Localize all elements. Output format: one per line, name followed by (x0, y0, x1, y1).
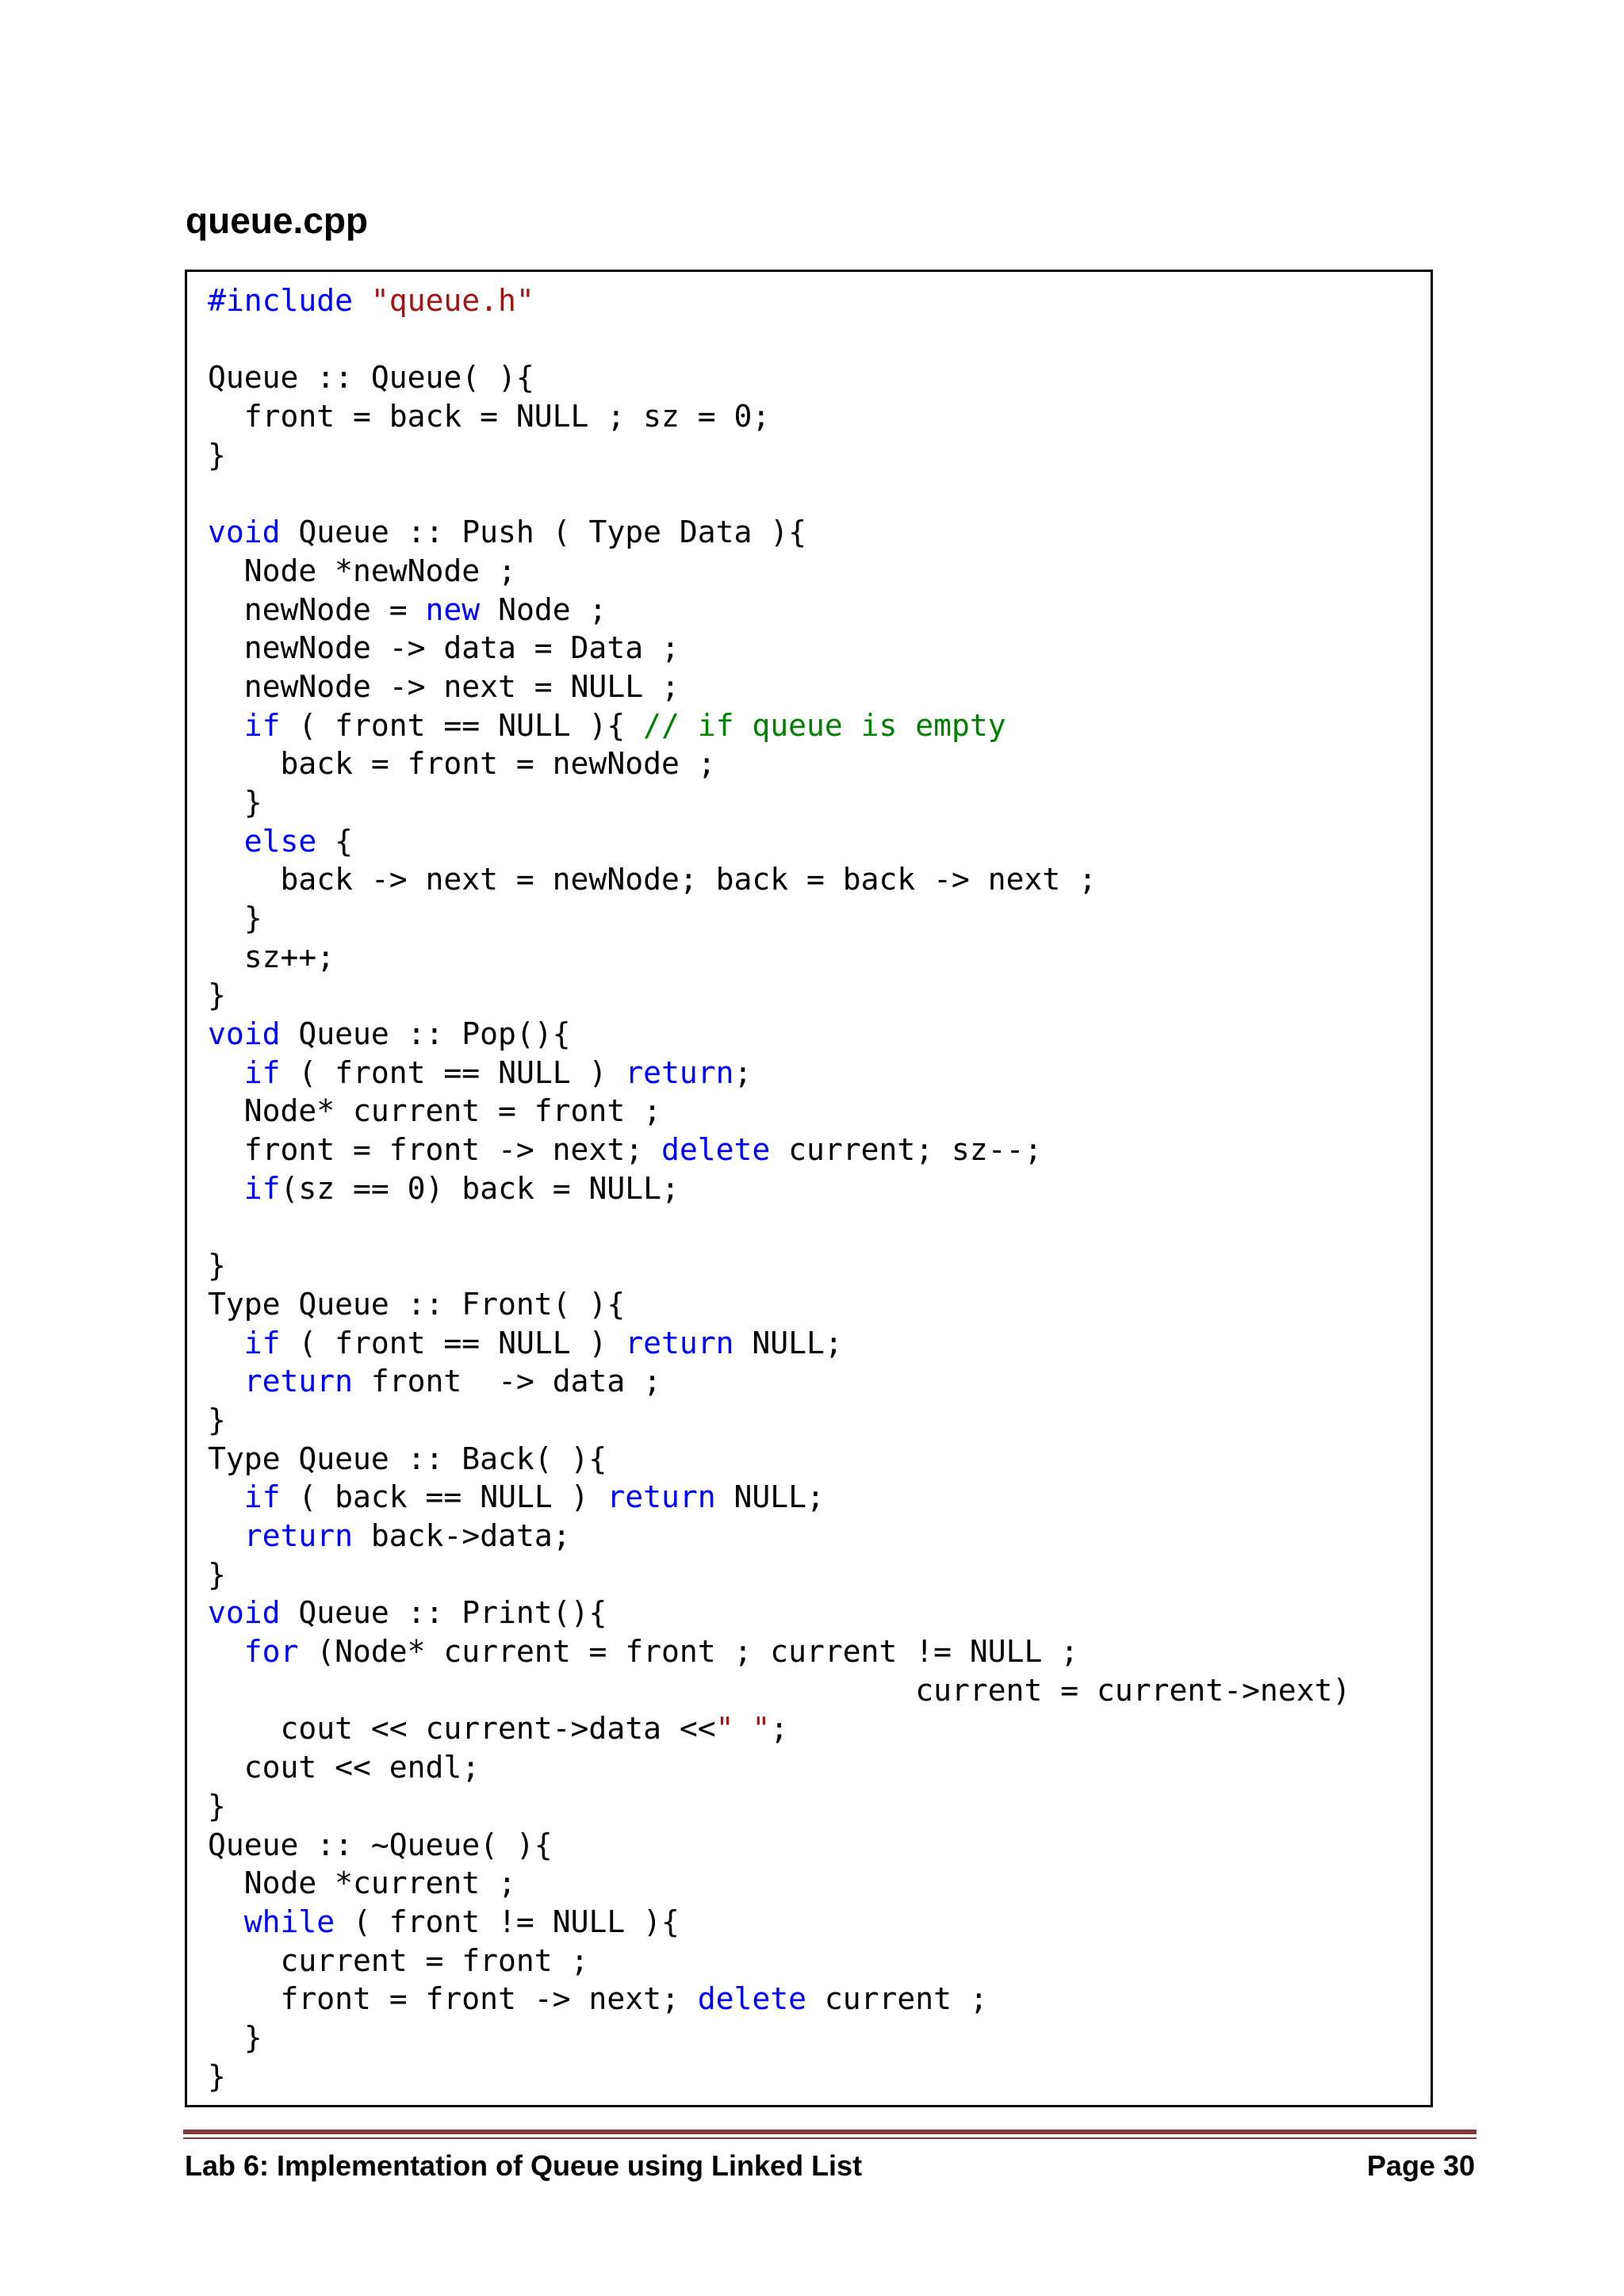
code-line (208, 860, 1350, 899)
code-text: } (208, 1788, 226, 1823)
code-text: ( back == NULL ) (280, 1479, 607, 1515)
code-text: } (208, 437, 226, 473)
code-text (208, 1904, 244, 1939)
code-text (208, 1479, 244, 1514)
code-line (208, 436, 1350, 475)
code-text: } (208, 784, 262, 820)
code-text: ( front != NULL ){ (335, 1904, 680, 1939)
footer-divider-thin (183, 2137, 1477, 2139)
code-text: ; (770, 1711, 789, 1747)
code-line (208, 281, 1350, 320)
code-text (208, 824, 244, 859)
code-text (208, 1171, 244, 1206)
code-text: cout << endl; (208, 1750, 481, 1785)
code-line (208, 591, 1350, 629)
code-text: cout << current->data << (208, 1711, 716, 1747)
code-line (208, 1246, 1350, 1285)
code-text (208, 1518, 244, 1553)
code-text: ( front == NULL ){ (280, 707, 644, 743)
code-text: Node ; (480, 591, 607, 627)
code-line (208, 1864, 1350, 1903)
code-text: } (208, 978, 226, 1013)
code-keyword: return (243, 1364, 354, 1399)
code-text: back = front = newNode ; (208, 746, 716, 782)
code-keyword: if (243, 1479, 281, 1515)
code-text: NULL; (715, 1479, 825, 1515)
code-line (208, 1362, 1350, 1401)
code-keyword: else (243, 823, 317, 859)
code-line (208, 1748, 1350, 1787)
code-line (208, 1440, 1350, 1479)
code-text: current; sz--; (770, 1132, 1043, 1168)
code-line (208, 1478, 1350, 1517)
code-text: Node *newNode ; (208, 553, 516, 588)
code-text: front -> data ; (353, 1364, 661, 1399)
code-line (208, 1401, 1350, 1440)
code-keyword: if (243, 707, 281, 743)
code-line (208, 1015, 1350, 1054)
code-text: front = front -> next; (208, 1132, 661, 1168)
code-line (208, 1208, 1350, 1247)
code-line (208, 1787, 1350, 1826)
code-keyword: void (208, 515, 281, 550)
code-line (208, 358, 1350, 397)
code-text: NULL; (733, 1325, 843, 1360)
code-text: } (208, 1556, 226, 1592)
code-line (208, 513, 1350, 552)
code-line (208, 899, 1350, 938)
code-line (208, 1169, 1350, 1208)
code-listing-box (185, 270, 1433, 2107)
code-line (208, 1632, 1350, 1671)
code-keyword: if (243, 1054, 281, 1090)
code-line (208, 1826, 1350, 1865)
code-text: current ; (806, 1981, 988, 2017)
code-keyword: while (243, 1904, 335, 1939)
code-text: newNode -> data = Data ; (208, 630, 680, 666)
code-text: current = current->next) (208, 1672, 1351, 1708)
code-comment: // if queue is empty (643, 707, 1006, 743)
code-keyword: delete (661, 1132, 771, 1168)
code-text: Type Queue :: Front( ){ (208, 1286, 626, 1322)
code-keyword: #include (208, 283, 371, 318)
code-text: } (208, 2019, 262, 2055)
code-text (208, 1364, 244, 1399)
code-line (208, 1903, 1350, 1942)
code-line (208, 822, 1350, 861)
code-text: Type Queue :: Back( ){ (208, 1441, 607, 1476)
code-text: Queue :: Queue( ){ (208, 360, 534, 396)
code-text: { (316, 823, 354, 859)
code-line (208, 474, 1350, 513)
code-text: current = front ; (208, 1942, 589, 1978)
code-text (208, 1055, 244, 1090)
code-keyword: void (208, 1595, 281, 1631)
code-line (208, 1054, 1350, 1093)
code-line (208, 552, 1350, 591)
code-line (208, 1131, 1350, 1169)
code-line (208, 1980, 1350, 2019)
code-text: Queue :: ~Queue( ){ (208, 1827, 553, 1862)
code-text: front = front -> next; (208, 1981, 698, 2017)
code-text: ; (733, 1054, 753, 1090)
code-text: } (208, 1248, 226, 1284)
code-line (208, 320, 1350, 359)
code-line (208, 1517, 1350, 1556)
code-text: Node* current = front ; (208, 1093, 661, 1129)
code-line (208, 976, 1350, 1015)
code-line (208, 629, 1350, 668)
code-keyword: return (607, 1479, 716, 1515)
code-string: " " (715, 1711, 771, 1747)
code-line (208, 2019, 1350, 2057)
footer-lab-title: Lab 6: Implementation of Queue using Linked List (185, 2149, 863, 2182)
code-keyword: return (625, 1054, 734, 1090)
code-line (208, 1285, 1350, 1324)
code-line (208, 706, 1350, 745)
code-text: } (208, 1402, 226, 1437)
code-text (208, 1326, 244, 1360)
code-text: Queue :: Push ( Type Data ){ (280, 515, 806, 550)
code-line (208, 744, 1350, 783)
code-keyword: return (625, 1325, 734, 1360)
code-text: } (208, 2058, 226, 2094)
code-text: Node *current ; (208, 1866, 516, 1901)
code-text: Queue :: Pop(){ (280, 1016, 571, 1052)
code-line (208, 668, 1350, 706)
footer-page-number: Page 30 (1366, 2149, 1475, 2182)
code-line (208, 1556, 1350, 1594)
code-keyword: new (425, 591, 481, 627)
code-text (208, 1634, 244, 1669)
code-keyword: delete (697, 1981, 806, 2017)
code-text: ( front == NULL ) (280, 1054, 626, 1090)
code-text: } (208, 901, 262, 936)
code-line (208, 1942, 1350, 1980)
code-text (208, 708, 244, 743)
code-text: back -> next = newNode; back = back -> next ; (208, 862, 1097, 897)
code-line (208, 1709, 1350, 1748)
code-text: sz++; (208, 939, 335, 974)
code-keyword: return (243, 1518, 354, 1553)
code-keyword: void (208, 1016, 281, 1052)
code-line (208, 397, 1350, 436)
code-text: newNode -> next = NULL ; (208, 668, 680, 704)
footer-divider-thick (183, 2130, 1477, 2134)
code-text: front = back = NULL ; sz = 0; (208, 399, 771, 434)
code-text: (Node* current = front ; current != NULL ; (298, 1634, 1079, 1670)
code-line (208, 1671, 1350, 1710)
code-line (208, 1092, 1350, 1131)
code-keyword: if (243, 1170, 281, 1206)
file-name-heading: queue.cpp (186, 200, 369, 241)
code-text: ( front == NULL ) (280, 1325, 626, 1360)
code-text: Queue :: Print(){ (280, 1595, 607, 1631)
code-text: (sz == 0) back = NULL; (280, 1170, 680, 1206)
code-line (208, 1594, 1350, 1632)
code-text: back->data; (353, 1518, 571, 1553)
code-text: newNode = (208, 591, 426, 627)
code-listing (208, 281, 1350, 2095)
code-keyword: if (243, 1325, 281, 1360)
code-line (208, 783, 1350, 822)
code-string: "queue.h" (370, 283, 534, 318)
code-line (208, 938, 1350, 977)
code-line (208, 2057, 1350, 2096)
code-keyword: for (243, 1634, 299, 1670)
code-line (208, 1324, 1350, 1363)
